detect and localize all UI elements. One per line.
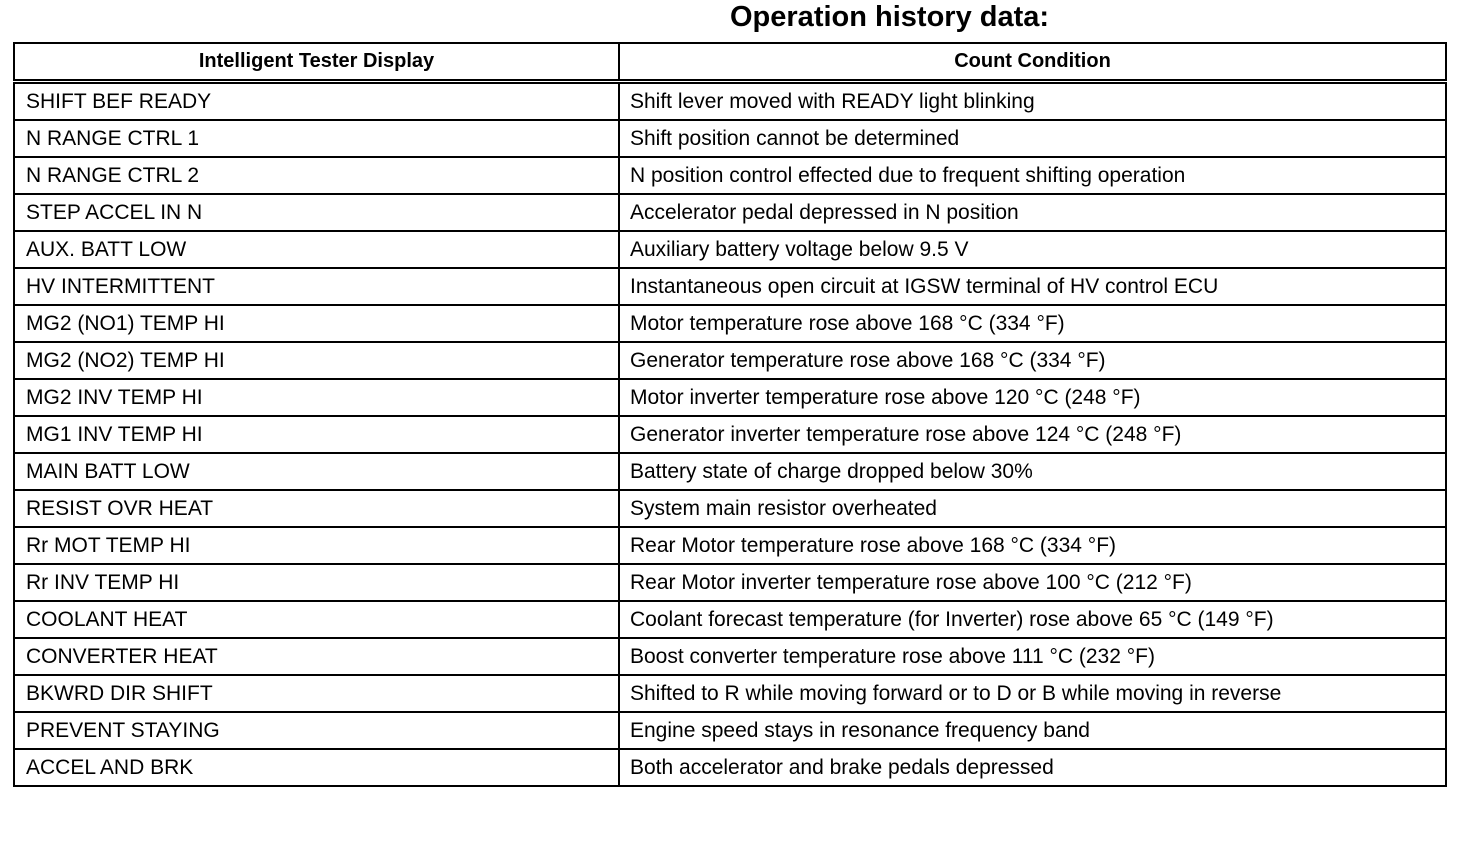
count-condition-cell: Accelerator pedal depressed in N position [619, 194, 1446, 231]
count-condition-cell: N position control effected due to frequent shifting operation [619, 157, 1446, 194]
table-row [14, 268, 1446, 305]
table-row [14, 120, 1446, 157]
table-row [14, 82, 1446, 121]
table-row [14, 231, 1446, 268]
tester-display-cell: HV INTERMITTENT [14, 268, 619, 305]
count-condition-cell: Generator inverter temperature rose above 124 °C (248 °F) [619, 416, 1446, 453]
count-condition-cell: Battery state of charge dropped below 30% [619, 453, 1446, 490]
tester-display-cell: N RANGE CTRL 1 [14, 120, 619, 157]
table-row [14, 601, 1446, 638]
table-row [14, 305, 1446, 342]
table-row [14, 342, 1446, 379]
table-row [14, 194, 1446, 231]
count-condition-cell: Motor temperature rose above 168 °C (334 °F) [619, 305, 1446, 342]
tester-display-cell: AUX. BATT LOW [14, 231, 619, 268]
tester-display-cell: Rr MOT TEMP HI [14, 527, 619, 564]
count-condition-cell: Engine speed stays in resonance frequency band [619, 712, 1446, 749]
table-row [14, 157, 1446, 194]
tester-display-cell: CONVERTER HEAT [14, 638, 619, 675]
tester-display-cell: COOLANT HEAT [14, 601, 619, 638]
tester-display-cell: MG2 INV TEMP HI [14, 379, 619, 416]
table-row [14, 638, 1446, 675]
tester-display-cell: N RANGE CTRL 2 [14, 157, 619, 194]
page-title: Operation history data: [730, 1, 1050, 33]
tester-display-cell: STEP ACCEL IN N [14, 194, 619, 231]
table-row [14, 749, 1446, 786]
count-condition-cell: Shift position cannot be determined [619, 120, 1446, 157]
count-condition-cell: Both accelerator and brake pedals depressed [619, 749, 1446, 786]
table-row [14, 453, 1446, 490]
tester-display-cell: Rr INV TEMP HI [14, 564, 619, 601]
table-row [14, 712, 1446, 749]
count-condition-cell: Boost converter temperature rose above 111 °C (232 °F) [619, 638, 1446, 675]
table-row [14, 416, 1446, 453]
tester-display-cell: MAIN BATT LOW [14, 453, 619, 490]
count-condition-cell: Instantaneous open circuit at IGSW terminal of HV control ECU [619, 268, 1446, 305]
count-condition-cell: Generator temperature rose above 168 °C (334 °F) [619, 342, 1446, 379]
tester-display-cell: MG1 INV TEMP HI [14, 416, 619, 453]
count-condition-cell: Shifted to R while moving forward or to D or B while moving in reverse [619, 675, 1446, 712]
count-condition-cell: Coolant forecast temperature (for Inverter) rose above 65 °C (149 °F) [619, 601, 1446, 638]
operation-history-table [13, 42, 1447, 787]
table-header-row [14, 43, 1446, 82]
table-row [14, 564, 1446, 601]
header-count-condition: Count Condition [619, 43, 1446, 82]
table-row [14, 490, 1446, 527]
count-condition-cell: Shift lever moved with READY light blinking [619, 82, 1446, 121]
tester-display-cell: PREVENT STAYING [14, 712, 619, 749]
tester-display-cell: ACCEL AND BRK [14, 749, 619, 786]
table-row [14, 379, 1446, 416]
tester-display-cell: BKWRD DIR SHIFT [14, 675, 619, 712]
tester-display-cell: MG2 (NO2) TEMP HI [14, 342, 619, 379]
count-condition-cell: Rear Motor inverter temperature rose above 100 °C (212 °F) [619, 564, 1446, 601]
count-condition-cell: System main resistor overheated [619, 490, 1446, 527]
tester-display-cell: SHIFT BEF READY [14, 82, 619, 121]
tester-display-cell: MG2 (NO1) TEMP HI [14, 305, 619, 342]
table-row [14, 675, 1446, 712]
header-tester-display: Intelligent Tester Display [14, 43, 619, 82]
count-condition-cell: Auxiliary battery voltage below 9.5 V [619, 231, 1446, 268]
count-condition-cell: Rear Motor temperature rose above 168 °C (334 °F) [619, 527, 1446, 564]
table-row [14, 527, 1446, 564]
tester-display-cell: RESIST OVR HEAT [14, 490, 619, 527]
count-condition-cell: Motor inverter temperature rose above 120 °C (248 °F) [619, 379, 1446, 416]
